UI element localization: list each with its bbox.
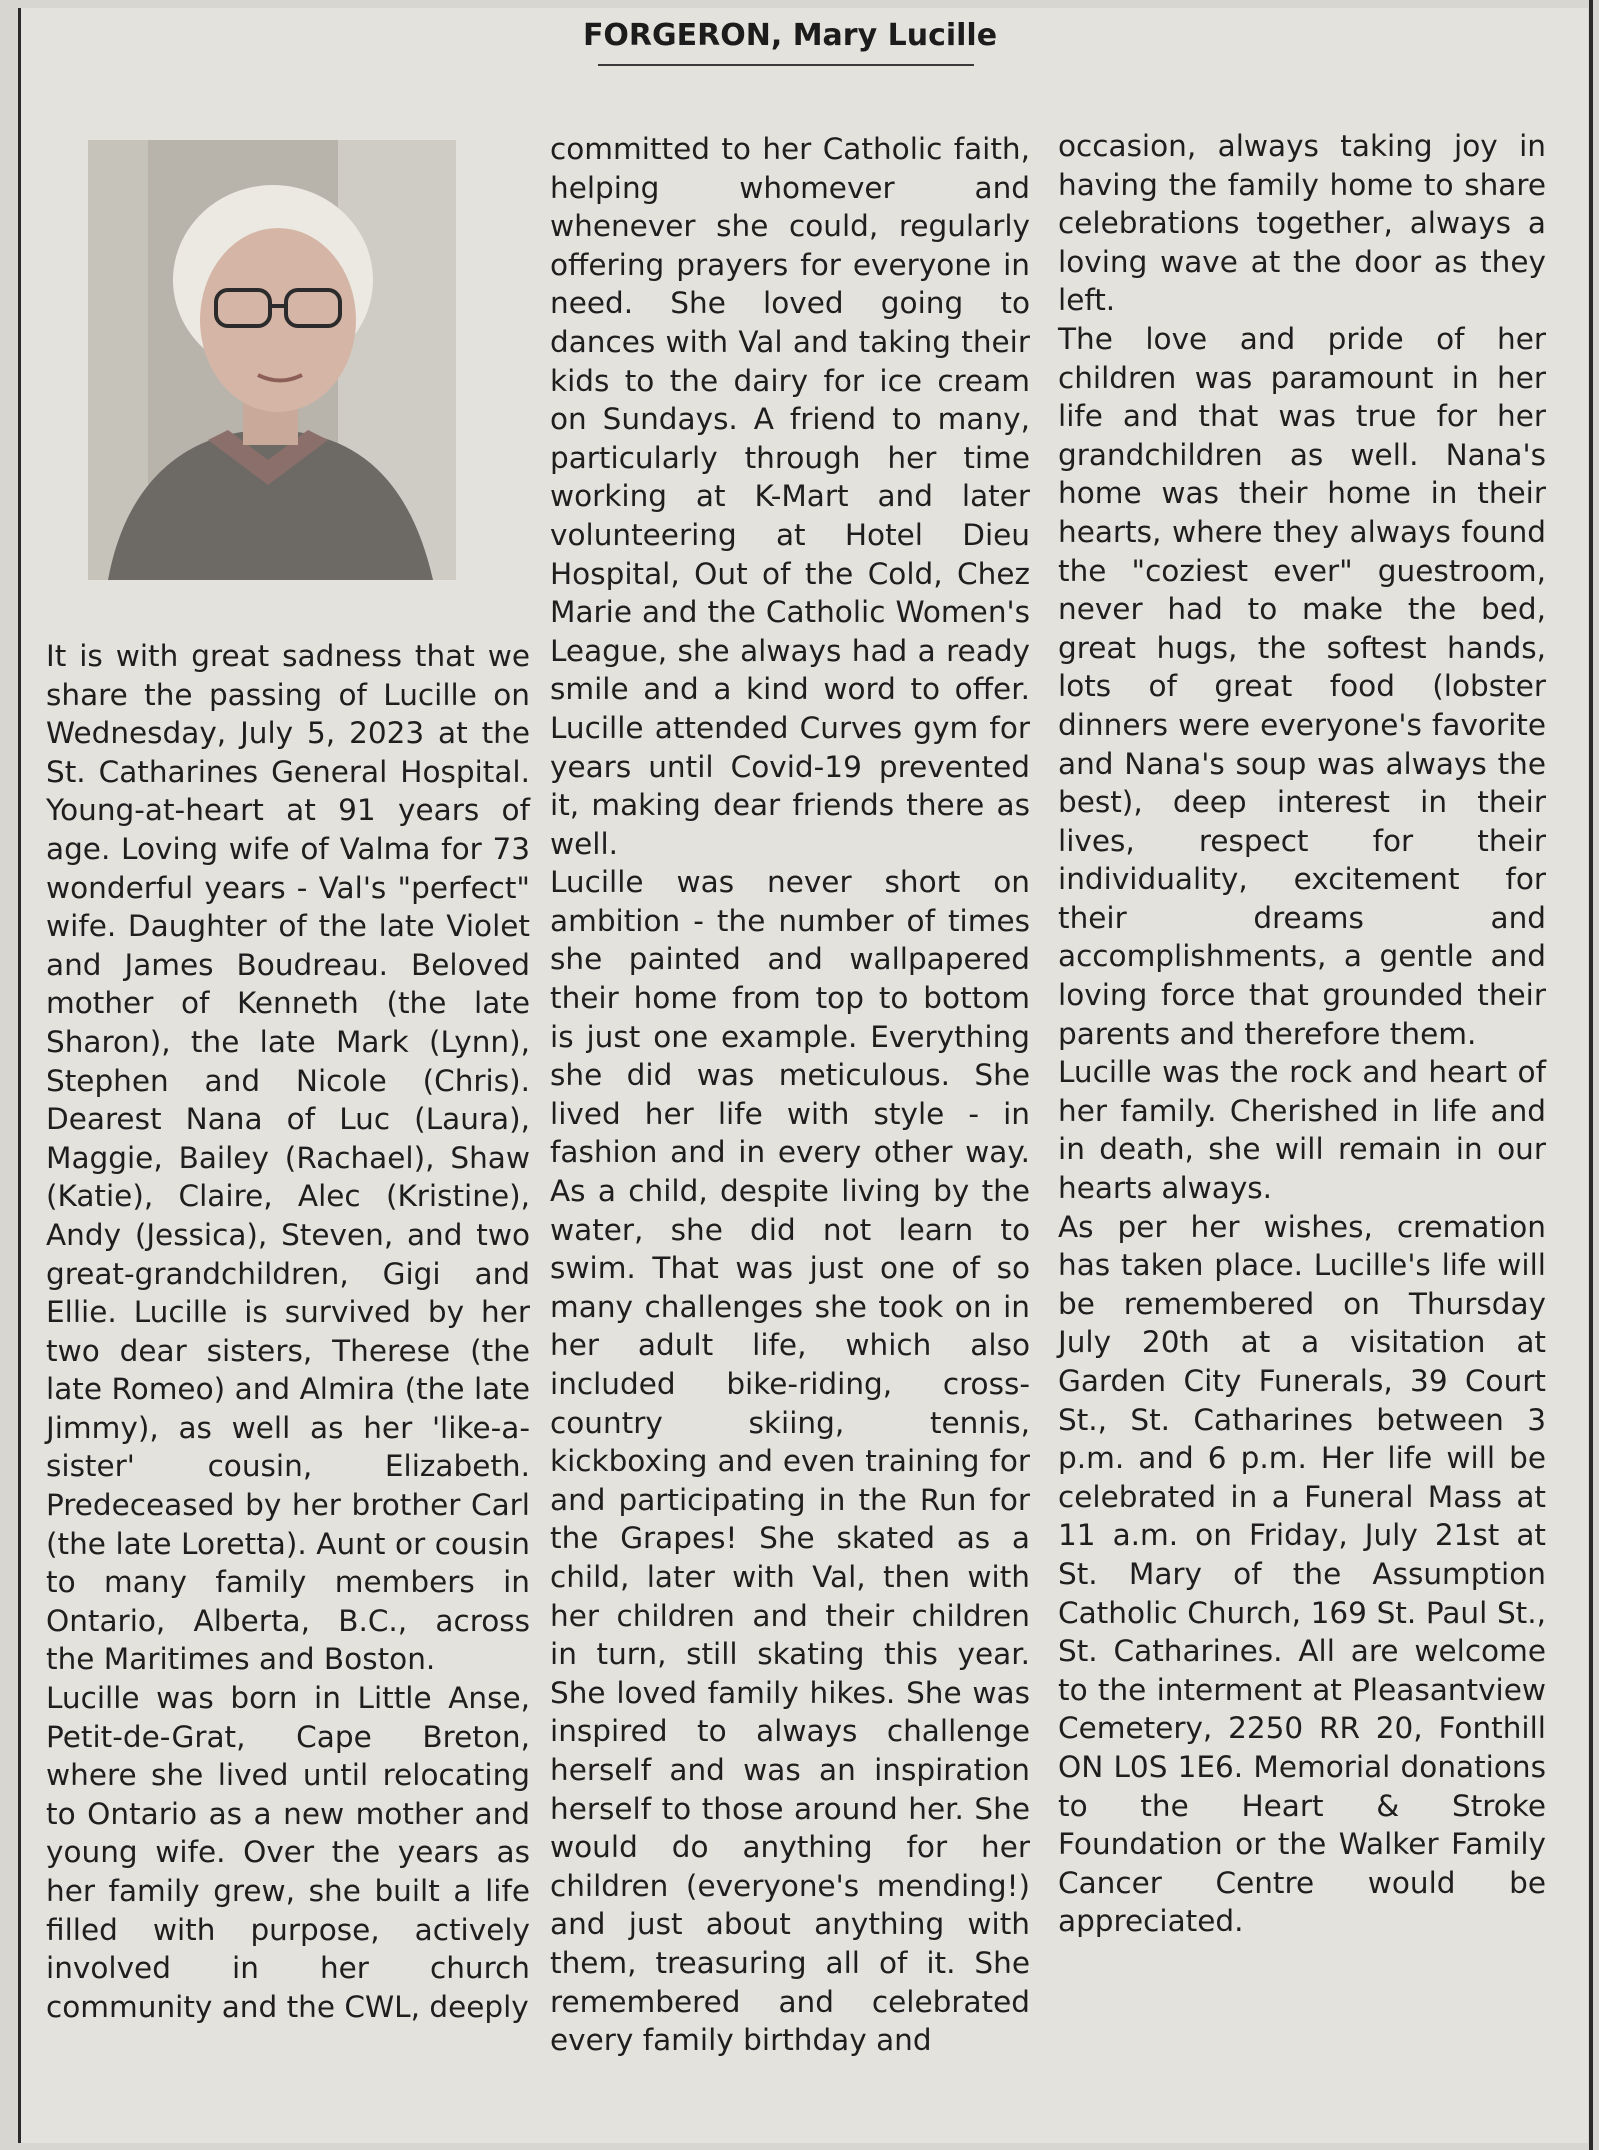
paragraph: As per her wishes, cremation has taken place. Lucille's life will be remembered on Thursday July 20th at a visitation at Garden City Funerals, 39 Court St., St. Catharines between 3 p.m. and 6 p.m. Her life will be celebrated in a Funeral Mass at 11 a.m. on Friday, July 21st at St. Mary of the Assumption Catholic Church, 169 St. Paul St., St. Catharines. All are welcome to the interment at Pleasantview Cemetery, 2250 RR 20, Fonthill ON L0S 1E6. Memorial donations to the Heart & Stroke Foundation or the Walker Family Cancer Centre would be appreciated. <box>1058 1209 1546 1939</box>
headline-rule <box>598 64 974 66</box>
paragraph: Lucille was never short on ambition - the number of times she painted and wallpapered their home from top to bottom is just one example. Everything she did was meticulous. She lived her life with style - in fashion and in every other way. As a child, despite living by the water, she did not learn to swim. That was just one of so many challenges she took on in her adult life, which also included bike-riding, cross-country skiing, tennis, kickboxing and even training for and participating in the Run for the Grapes! She skated as a child, later with Val, then with her children and their children in turn, still skating this year. She loved family hikes. She was inspired to always challenge herself and was an inspiration herself to those around her. She would do anything for her children (everyone's mending!) and just about anything with them, treasuring all of it. She remembered and celebrated every family birthday and <box>550 865 1030 2058</box>
obituary-headline: FORGERON, Mary Lucille <box>582 18 998 53</box>
paragraph: Lucille was the rock and heart of her family. Cherished in life and in death, she will remain in our hearts always. <box>1058 1055 1546 1206</box>
clipping-edge <box>1589 0 1593 2150</box>
paragraph: The love and pride of her children was paramount in her life and that was true for her grandchildren as well. Nana's home was their home in their hearts, where they always found the "coziest ever" guestroom, never had to make the bed, great hugs, the softest hands, lots of great food (lobster dinners were everyone's favorite and Nana's soup was always the best), deep interest in their lives, respect for their individuality, excitement for their dreams and accomplishments, a gentle and loving force that grounded their parents and therefore them. <box>1058 321 1546 1051</box>
obituary-column-2 <box>550 130 1030 2060</box>
portrait-photo <box>88 140 456 580</box>
portrait-illustration <box>88 140 456 580</box>
obituary-column-3 <box>1058 127 1546 1941</box>
obituary-column-1 <box>46 637 530 2026</box>
paragraph: Lucille was born in Little Anse, Petit-de-Grat, Cape Breton, where she lived until relocating to Ontario as a new mother and young wife. Over the years as her family grew, she built a life filled with purpose, actively involved in her church community and the CWL, deeply <box>46 1681 530 2024</box>
paragraph: occasion, always taking joy in having the family home to share celebrations together, always a loving wave at the door as they left. <box>1058 129 1546 318</box>
paragraph: committed to her Catholic faith, helping whomever and whenever she could, regularly offering prayers for everyone in need. She loved going to dances with Val and taking their kids to the dairy for ice cream on Sundays. A friend to many, particularly through her time working at K-Mart and later volunteering at Hotel Dieu Hospital, Out of the Cold, Chez Marie and the Catholic Women's League, she always had a ready smile and a kind word to offer. Lucille attended Curves gym for years until Covid-19 prevented it, making dear friends there as well. <box>550 132 1030 861</box>
paragraph: It is with great sadness that we share the passing of Lucille on Wednesday, July 5, 2023 at the St. Catharines General Hospital. Young-at-heart at 91 years of age. Loving wife of Valma for 73 wonderful years - Val's "perfect" wife. Daughter of the late Violet and James Boudreau. Beloved mother of Kenneth (the late Sharon), the late Mark (Lynn), Stephen and Nicole (Chris). Dearest Nana of Luc (Laura), Maggie, Bailey (Rachael), Shaw (Katie), Claire, Alec (Kristine), Andy (Jessica), Steven, and two great-grandchildren, Gigi and Ellie. Lucille is survived by her two dear sisters, Therese (the late Romeo) and Almira (the late Jimmy), as well as her 'like-a-sister' cousin, Elizabeth. Predeceased by her brother Carl (the late Loretta). Aunt or cousin to many family members in Ontario, Alberta, B.C., across the Maritimes and Boston. <box>46 639 530 1677</box>
